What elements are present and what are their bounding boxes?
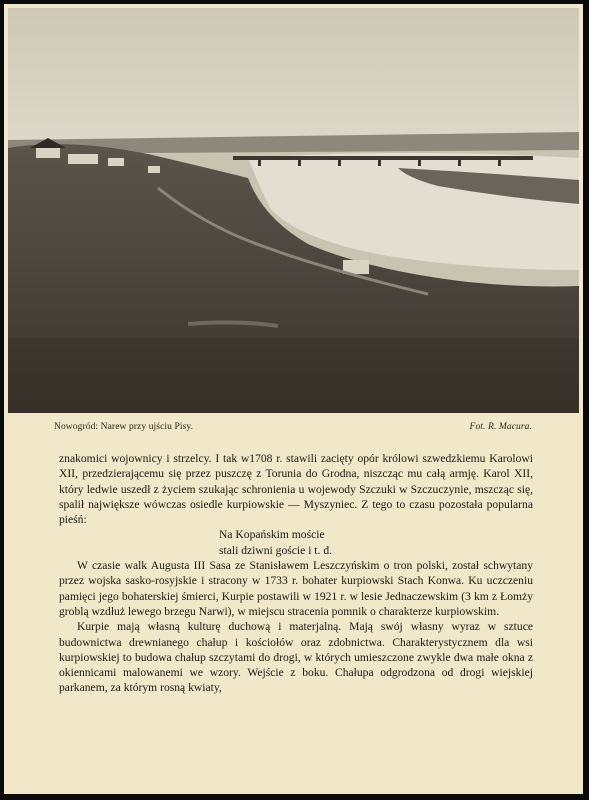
song-verse-line: Na Kopańskim moście bbox=[219, 528, 325, 542]
paragraph: Kurpie mają własną kulturę duchową i materjalną. Mają swój własny wyraz w sztuce budownictwa drewnianego chałup i kościołów oraz zdobnictwa. Charakterystycznem dla wsi kurpiowskiej to budowa chałup szczytami do drogi, w których umieszczone zwykle dwa małe okna z okiennicami malowanemi we wzory. Wejście z boku. Chałupa odgrodzona od drogi wiejskiej parkanem, za którym rosną kwiaty, bbox=[59, 620, 533, 695]
river-photograph bbox=[8, 8, 579, 413]
sky bbox=[8, 8, 579, 148]
caption-credit: Fot. R. Macura. bbox=[469, 422, 532, 432]
book-page bbox=[4, 4, 583, 794]
caption-title: Nowogród: Narew przy ujściu Pisy. bbox=[54, 422, 194, 432]
paragraph: znakomici wojownicy i strzelcy. I tak w1708 r. stawili zacięty opór królowi szwedzkiemu Karolowi XII, przedzierającemu się przez puszczę z Torunia do Grodna, niszcząc mu całą armję. Karol XII, który ledwie uszedł z życiem szukając schronienia u wojewody Szczuki w Szczuczynie, mszcząc się, spalił największe wówczas osiedle kurpiowskie — Myszyniec. Z tego to czasu pozostała popularna pieśń: bbox=[59, 452, 533, 527]
body-text bbox=[59, 451, 533, 696]
paragraph: W czasie walk Augusta III Sasa ze Stanisławem Leszczyńskim o tron polski, został schwytany przez wojska sasko-rosyjskie i stracony w 1733 r. bohater kurpiowski Stach Konwa. Ku uczczeniu pamięci jego bohaterskiej śmierci, Kurpie postawili w 1921 r. w lesie Jednaczewskim (3 km z Łomży groblą wzdłuż lewego brzegu Narwi), w miejscu stracenia pomnik o charakterze kurpiowskim. bbox=[59, 559, 533, 618]
song-verse-line: stali dziwni goście i t. d. bbox=[219, 543, 333, 557]
